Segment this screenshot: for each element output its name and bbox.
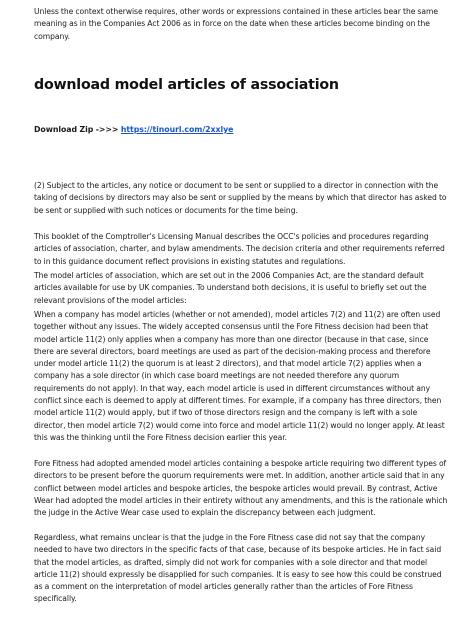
download-link[interactable]: https://tinourl.com/2xxlye (120, 125, 234, 134)
body-paragraph-notice: (2) Subject to the articles, any notice or document to be sent or supplied to a director in connection with the taking of decisions by directors may also be sent or supplied by the means by which that director has asked to be sent or supplied with such notices or documents for the time being. (34, 181, 447, 215)
download-line (34, 124, 448, 136)
intro-paragraph: Unless the context otherwise requires, other words or expressions contained in these articles bear the same meaning as in the Companies Act 2006 as in force on the date when these articles become binding on the company. (34, 7, 438, 41)
download-label: Download Zip ->>> (34, 125, 121, 134)
body-paragraph-regardless: Regardless, what remains unclear is that the judge in the Fore Fitness case did not say that the company needed to have two directors in the specific facts of that case, because of its bespoke articles. He in fact said that the model articles, as drafted, simply did not work for companies with a sole director and that model article 11(2) should expressly be disapplied for such companies. It is easy to see how this could be construed as a comment on the interpretation of model articles generally rather than the articles of Fore Fitness specifically. (34, 533, 442, 604)
body-paragraph-fore-fitness: Fore Fitness had adopted amended model articles containing a bespoke article requiring two different types of directors to be present before the quorum requirements were met. In addition, another article said that in any conflict between model articles and bespoke articles, the bespoke articles would prevail. By contrast, Active Wear had adopted the model articles in their entirety without any amendments, and this is the rationale which the judge in the Active Wear case used to explain the discrepancy between each judgment. (34, 459, 448, 518)
page-title: download model articles of association (34, 77, 339, 93)
body-paragraph-booklet: This booklet of the Comptroller's Licensing Manual describes the OCC's policies and procedures regarding articles of association, charter, and bylaw amendments. The decision criteria and other requirements referred to in this guidance document reflect provisions in existing statutes and regulations. (34, 232, 445, 266)
body-paragraph-model-articles: The model articles of association, which are set out in the 2006 Companies Act, are the standard default articles available for use by UK companies. To understand both decisions, it is useful to briefly set out the relevant provisions of the model articles: (34, 271, 427, 305)
body-paragraph-quorum: When a company has model articles (whether or not amended), model articles 7(2) and 11(2) are often used together without any issues. The widely accepted consensus until the Fore Fitness decision had been that model article 11(2) only applies when a company has more than one director (because in that case, since there are several directors, board meetings are used as part of the decision-making process and therefore under model article 11(2) the quorum is at least 2 directors), and that model article 7(2) applies when a company has a sole director (in which case board meetings are not needed therefore any quorum requirements do not apply). In that way, each model article is used in different circumstances without any conflict since each is deemed to apply at different times. For example, if a company has three directors, then model article 11(2) would apply, but if two of those directors resign and the company is left with a sole director, then model article 7(2) would come into force and model article 11(2) would no longer apply. At least this was the thinking until the Fore Fitness decision earlier this year. (34, 310, 445, 442)
